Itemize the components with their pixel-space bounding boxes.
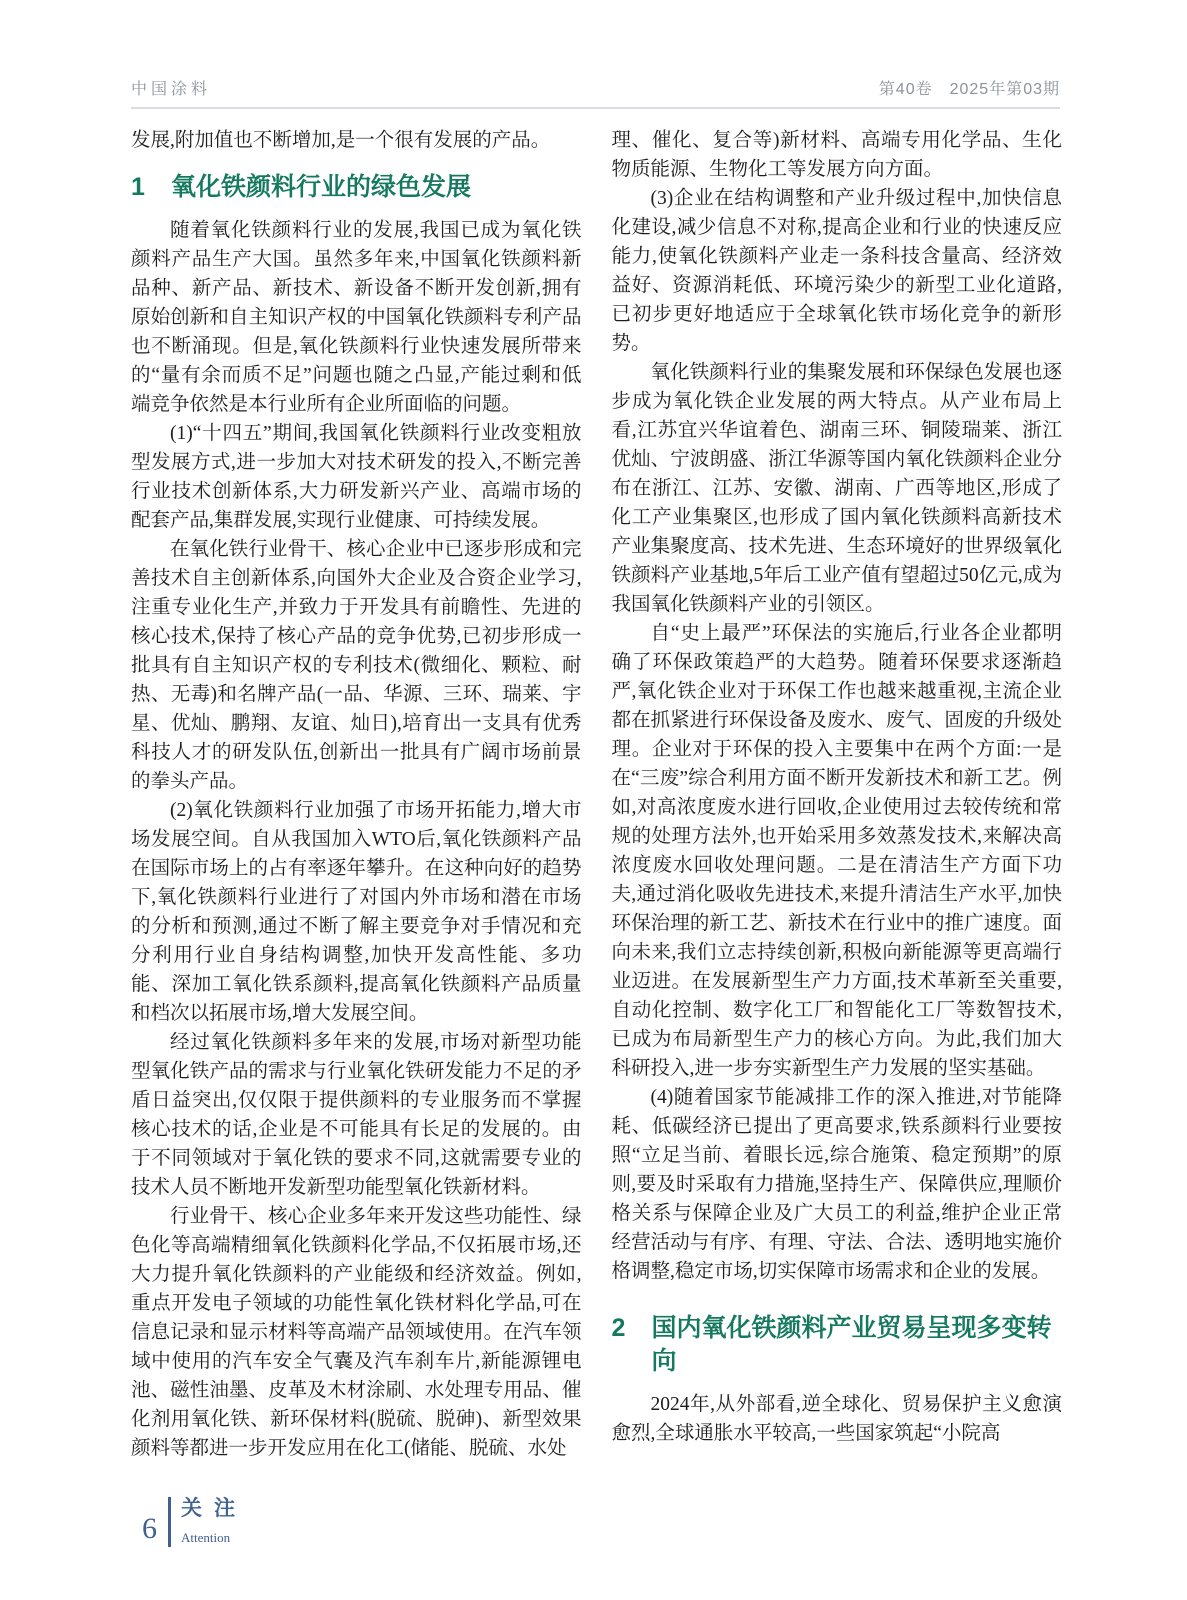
footer-section	[181, 1497, 247, 1547]
section-name-en: Attention	[181, 1530, 231, 1545]
page-number: 6	[142, 1512, 157, 1545]
paragraph: 理、催化、复合等)新材料、高端专用化学品、生化物质能源、生物化工等发展方向方面。	[611, 130, 1062, 180]
footer-divider	[168, 1497, 171, 1547]
journal-title: 中国涂料	[131, 81, 212, 98]
paragraph: 在氧化铁行业骨干、核心企业中已逐步形成和完善技术自主创新体系,向国外大企业及合资企业学习,注重专业化生产,并致力于开发具有前瞻性、先进的核心技术,保持了核心产品的竞争优势,已初步形成一批具有自主知识产权的专利技术(微细化、颗粒、耐热、无毒)和名牌产品(一品、华源、三环、瑞莱、宇星、优灿、鹏翔、友谊、灿日),培育出一支具有优秀科技人才的研发队伍,创新出一批具有广阔市场前景的拳头产品。	[131, 539, 582, 792]
paragraph: 2024年,从外部看,逆全球化、贸易保护主义愈演愈烈,全球通胀水平较高,一些国家筑起“小院高	[611, 1394, 1062, 1444]
paragraph: 氧化铁颜料行业的集聚发展和环保绿色发展也逐步成为氧化铁企业发展的两大特点。从产业布局上看,江苏宜兴华谊着色、湖南三环、铜陵瑞莱、浙江优灿、宁波朗盛、浙江华源等国内氧化铁颜料企业分布在浙江、江苏、安徽、湖南、广西等地区,形成了化工产业集聚区,也形成了国内氧化铁颜料高新技术产业集聚度高、技术先进、生态环境好的世界级氧化铁颜料产业基地,5年后工业产值有望超过50亿元,成为我国氧化铁颜料产业的引领区。	[611, 362, 1062, 615]
section-name-cn: 关注	[181, 1497, 247, 1520]
paragraph: (3)企业在结构调整和产业升级过程中,加快信息化建设,减少信息不对称,提高企业和行业的快速反应能力,使氧化铁颜料产业走一条科技含量高、经济效益好、资源消耗低、环境污染少的新型工业化道路,已初步更好地适应于全球氧化铁市场化竞争的新形势。	[611, 188, 1062, 354]
section-title: 国内氧化铁颜料产业贸易呈现多变转向	[651, 1314, 1052, 1375]
paragraph: 行业骨干、核心企业多年来开发这些功能性、绿色化等高端精细氧化铁颜料化学品,不仅拓展市场,还大力提升氧化铁颜料的产业能级和经济效益。例如,重点开发电子领域的功能性氧化铁材料化学品,可在信息记录和显示材料等高端产品领域使用。在汽车领域中使用的汽车安全气囊及汽车刹车片,新能源锂电池、磁性油墨、皮革及木材涂刷、水处理专用品、催化剂用氧化铁、新环保材料(脱硫、脱砷)、新型效果颜料等都进一步开发应用在化工(储能、脱硫、水处	[131, 1206, 582, 1459]
paragraph: 发展,附加值也不断增加,是一个很有发展的产品。	[131, 130, 551, 151]
article-body	[131, 126, 1062, 1463]
paragraph: 自“史上最严”环保法的实施后,行业各企业都明确了环保政策趋严的大趋势。随着环保要求逐渐趋严,氧化铁企业对于环保工作也越来越重视,主流企业都在抓紧进行环保设备及废水、废气、固废的升级处理。企业对于环保的投入主要集中在两个方面:一是在“三废”综合利用方面不断开发新技术和新工艺。例如,对高浓度废水进行回收,企业使用过去较传统和常规的处理方法外,也开始采用多效蒸发技术,来解决高浓度废水回收处理问题。二是在清洁生产方面下功夫,通过消化吸收先进技术,来提升清洁生产水平,加快环保治理的新工艺、新技术在行业中的推广速度。面向未来,我们立志持续创新,积极向新能源等更高端行业迈进。在发展新型生产力方面,技术革新至关重要,自动化控制、数字化工厂和智能化工厂等数智技术,已成为布局新型生产力的核心方向。为此,我们加大科研投入,进一步夯实新型生产力发展的坚实基础。	[611, 623, 1062, 1079]
section-heading	[131, 171, 582, 204]
page-footer	[142, 1497, 247, 1547]
section-number: 2	[611, 1314, 626, 1342]
section-number: 1	[131, 173, 145, 201]
paragraph: (4)随着国家节能减排工作的深入推进,对节能降耗、低碳经济已提出了更高要求,铁系颜料行业要按照“立足当前、着眼长远,综合施策、稳定预期”的原则,要及时采取有力措施,坚持生产、保障供应,理顺价格关系与保障企业及广大员工的利益,维护企业正常经营活动与有序、有理、守法、合法、透明地实施价格调整,稳定市场,切实保障市场需求和企业的发展。	[611, 1087, 1062, 1282]
issue-info: 第40卷 2025年第03期	[878, 81, 1060, 98]
paragraph: 经过氧化铁颜料多年来的发展,市场对新型功能型氧化铁产品的需求与行业氧化铁研发能力不足的矛盾日益突出,仅仅限于提供颜料的专业服务而不掌握核心技术的话,企业是不可能具有长足的发展的。由于不同领域对于氧化铁的要求不同,这就需要专业的技术人员不断地开发新型功能型氧化铁新材料。	[131, 1032, 582, 1198]
paragraph: (2)氧化铁颜料行业加强了市场开拓能力,增大市场发展空间。自从我国加入WTO后,氧化铁颜料产品在国际市场上的占有率逐年攀升。在这种向好的趋势下,氧化铁颜料行业进行了对国内外市场和潜在市场的分析和预测,通过不断了解主要竞争对手情况和充分利用行业自身结构调整,加快开发高性能、多功能、深加工氧化铁系颜料,提高氧化铁颜料产品质量和档次以拓展市场,增大发展空间。	[131, 800, 582, 1024]
left-column	[131, 126, 582, 1463]
page-header	[131, 76, 1060, 109]
paragraph: 随着氧化铁颜料行业的发展,我国已成为氧化铁颜料产品生产大国。虽然多年来,中国氧化铁颜料新品种、新产品、新技术、新设备不断开发创新,拥有原始创新和自主知识产权的中国氧化铁颜料专利产品也不断涌现。但是,氧化铁颜料行业快速发展所带来的“量有余而质不足”问题也随之凸显,产能过剩和低端竞争依然是本行业所有企业所面临的问题。	[131, 220, 582, 415]
section-title: 氧化铁颜料行业的绿色发展	[171, 173, 472, 201]
paragraph: (1)“十四五”期间,我国氧化铁颜料行业改变粗放型发展方式,进一步加大对技术研发的投入,不断完善行业技术创新体系,大力研发新兴产业、高端市场的配套产品,集群发展,实现行业健康、可持续发展。	[131, 423, 582, 531]
right-column	[612, 126, 1063, 1463]
section-heading	[612, 1312, 1063, 1378]
